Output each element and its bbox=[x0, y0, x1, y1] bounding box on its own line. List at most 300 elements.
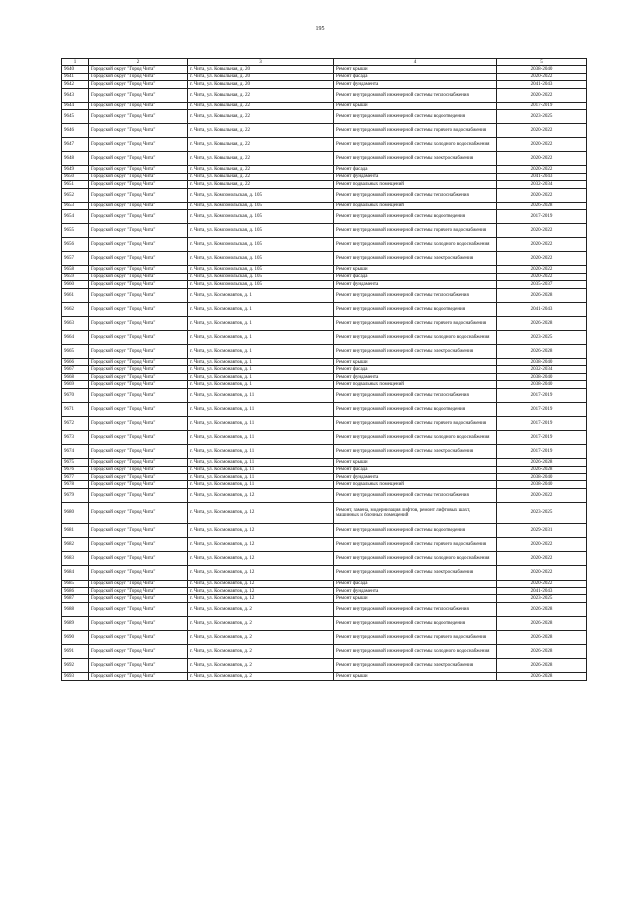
cell-address: г. Чита, ул. Космонавтов, д. 1 bbox=[188, 330, 334, 344]
cell-work-type: Ремонт фундамента bbox=[334, 473, 497, 480]
table-row bbox=[62, 66, 587, 73]
cell-municipality: Городской округ "Город Чита" bbox=[89, 181, 188, 188]
repair-schedule-table bbox=[61, 58, 587, 681]
cell-municipality: Городской округ "Город Чита" bbox=[89, 416, 188, 430]
table-header bbox=[62, 59, 587, 66]
table-row bbox=[62, 445, 587, 459]
cell-address: г. Чита, ул. Космонавтов, д. 1 bbox=[188, 288, 334, 302]
cell-number: 9645 bbox=[62, 110, 89, 124]
cell-address: г. Чита, ул. Космонавтов, д. 1 bbox=[188, 302, 334, 316]
cell-municipality: Городской округ "Город Чита" bbox=[89, 595, 188, 602]
cell-number: 9653 bbox=[62, 202, 89, 209]
cell-municipality: Городской округ "Город Чита" bbox=[89, 288, 188, 302]
cell-municipality: Городской округ "Город Чита" bbox=[89, 673, 188, 680]
cell-municipality: Городской округ "Город Чита" bbox=[89, 210, 188, 224]
cell-work-type: Ремонт внутридомовой инженерной системы водоотведения bbox=[334, 524, 497, 538]
table-row bbox=[62, 388, 587, 402]
cell-work-type: Ремонт крыши bbox=[334, 459, 497, 466]
table-row bbox=[62, 124, 587, 138]
cell-municipality: Городской округ "Город Чита" bbox=[89, 587, 188, 594]
cell-address: г. Чита, ул. Космонавтов, д. 1 bbox=[188, 381, 334, 388]
cell-address: г. Чита, ул. Космонавтов, д. 12 bbox=[188, 538, 334, 552]
cell-number: 9654 bbox=[62, 210, 89, 224]
cell-period: 2026-2028 bbox=[497, 288, 587, 302]
cell-period: 2038-2040 bbox=[497, 473, 587, 480]
cell-number: 9652 bbox=[62, 188, 89, 202]
cell-work-type: Ремонт крыши bbox=[334, 673, 497, 680]
cell-period: 2020-2022 bbox=[497, 273, 587, 280]
cell-period: 2020-2022 bbox=[497, 166, 587, 173]
cell-period: 2041-2043 bbox=[497, 81, 587, 88]
cell-address: г. Чита, ул. Ковыльная, д. 22 bbox=[188, 173, 334, 180]
column-header-number: 1 bbox=[62, 59, 89, 66]
cell-municipality: Городской округ "Город Чита" bbox=[89, 359, 188, 366]
table-row bbox=[62, 252, 587, 266]
cell-municipality: Городской округ "Город Чита" bbox=[89, 124, 188, 138]
cell-municipality: Городской округ "Город Чита" bbox=[89, 273, 188, 280]
cell-address: г. Чита, ул. Ковыльная, д. 22 bbox=[188, 181, 334, 188]
cell-work-type: Ремонт внутридомовой инженерной системы водоотведения bbox=[334, 210, 497, 224]
cell-period: 2026-2028 bbox=[497, 659, 587, 673]
cell-number: 9656 bbox=[62, 238, 89, 252]
cell-address: г. Чита, ул. Космонавтов, д. 12 bbox=[188, 552, 334, 566]
cell-address: г. Чита, ул. Космонавтов, д. 2 bbox=[188, 630, 334, 644]
table-row bbox=[62, 345, 587, 359]
table-row bbox=[62, 488, 587, 502]
cell-number: 9677 bbox=[62, 473, 89, 480]
cell-work-type: Ремонт внутридомовой инженерной системы холодного водоснабжения bbox=[334, 138, 497, 152]
cell-work-type: Ремонт фасада bbox=[334, 73, 497, 80]
cell-number: 9670 bbox=[62, 388, 89, 402]
cell-address: г. Чита, ул. Космонавтов, д. 12 bbox=[188, 580, 334, 587]
cell-address: г. Чита, ул. Космонавтов, д. 12 bbox=[188, 488, 334, 502]
cell-number: 9661 bbox=[62, 288, 89, 302]
table-row bbox=[62, 181, 587, 188]
cell-address: г. Чита, ул. Космонавтов, д. 11 bbox=[188, 445, 334, 459]
cell-number: 9672 bbox=[62, 416, 89, 430]
table-row bbox=[62, 373, 587, 380]
cell-address: г. Чита, ул. Космонавтов, д. 11 bbox=[188, 459, 334, 466]
cell-municipality: Городской округ "Город Чита" bbox=[89, 152, 188, 166]
cell-work-type: Ремонт внутридомовой инженерной системы горячего водоснабжения bbox=[334, 630, 497, 644]
cell-work-type: Ремонт внутридомовой инженерной системы холодного водоснабжения bbox=[334, 552, 497, 566]
cell-address: г. Чита, ул. Ковыльная, д. 20 bbox=[188, 73, 334, 80]
table-row bbox=[62, 630, 587, 644]
cell-number: 9674 bbox=[62, 445, 89, 459]
cell-address: г. Чита, ул. Космонавтов, д. 2 bbox=[188, 659, 334, 673]
cell-number: 9648 bbox=[62, 152, 89, 166]
cell-number: 9685 bbox=[62, 580, 89, 587]
table-row bbox=[62, 402, 587, 416]
cell-work-type: Ремонт внутридомовой инженерной системы теплоснабжения bbox=[334, 602, 497, 616]
table-row bbox=[62, 102, 587, 109]
cell-work-type: Ремонт фундамента bbox=[334, 81, 497, 88]
cell-number: 9682 bbox=[62, 538, 89, 552]
cell-address: г. Чита, ул. Космонавтов, д. 2 bbox=[188, 645, 334, 659]
cell-municipality: Городской округ "Город Чита" bbox=[89, 102, 188, 109]
cell-municipality: Городской округ "Город Чита" bbox=[89, 502, 188, 523]
cell-address: г. Чита, ул. Ковыльная, д. 22 bbox=[188, 138, 334, 152]
cell-municipality: Городской округ "Город Чита" bbox=[89, 445, 188, 459]
cell-number: 9680 bbox=[62, 502, 89, 523]
cell-address: г. Чита, ул. Комсомольская, д. 105 bbox=[188, 252, 334, 266]
cell-municipality: Городской округ "Город Чита" bbox=[89, 166, 188, 173]
cell-period: 2020-2022 bbox=[497, 566, 587, 580]
cell-period: 2035-2037 bbox=[497, 281, 587, 288]
cell-address: г. Чита, ул. Космонавтов, д. 1 bbox=[188, 373, 334, 380]
table-row bbox=[62, 238, 587, 252]
table-row bbox=[62, 616, 587, 630]
cell-address: г. Чита, ул. Космонавтов, д. 2 bbox=[188, 602, 334, 616]
cell-work-type: Ремонт внутридомовой инженерной системы водоотведения bbox=[334, 402, 497, 416]
cell-number: 9667 bbox=[62, 366, 89, 373]
cell-number: 9655 bbox=[62, 224, 89, 238]
table-row bbox=[62, 502, 587, 523]
cell-period: 2017-2019 bbox=[497, 102, 587, 109]
cell-work-type: Ремонт внутридомовой инженерной системы горячего водоснабжения bbox=[334, 124, 497, 138]
cell-municipality: Городской округ "Город Чита" bbox=[89, 381, 188, 388]
cell-period: 2026-2028 bbox=[497, 459, 587, 466]
table-row bbox=[62, 587, 587, 594]
table-row bbox=[62, 110, 587, 124]
cell-municipality: Городской округ "Город Чита" bbox=[89, 281, 188, 288]
cell-municipality: Городской округ "Город Чита" bbox=[89, 110, 188, 124]
cell-period: 2038-2040 bbox=[497, 373, 587, 380]
cell-period: 2026-2028 bbox=[497, 645, 587, 659]
table-row bbox=[62, 266, 587, 273]
table-row bbox=[62, 473, 587, 480]
cell-work-type: Ремонт, замена, модернизация лифтов, ремонт лифтовых шахт, машинных и блочных помещений bbox=[334, 502, 497, 523]
cell-number: 9664 bbox=[62, 330, 89, 344]
table-row bbox=[62, 595, 587, 602]
cell-work-type: Ремонт фасада bbox=[334, 466, 497, 473]
cell-work-type: Ремонт внутридомовой инженерной системы горячего водоснабжения bbox=[334, 224, 497, 238]
cell-work-type: Ремонт внутридомовой инженерной системы водоотведения bbox=[334, 110, 497, 124]
cell-period: 2017-2019 bbox=[497, 210, 587, 224]
cell-work-type: Ремонт внутридомовой инженерной системы теплоснабжения bbox=[334, 88, 497, 102]
cell-municipality: Городской округ "Город Чита" bbox=[89, 524, 188, 538]
cell-period: 2020-2022 bbox=[497, 238, 587, 252]
cell-municipality: Городской округ "Город Чита" bbox=[89, 430, 188, 444]
cell-municipality: Городской округ "Город Чита" bbox=[89, 138, 188, 152]
cell-number: 9691 bbox=[62, 645, 89, 659]
cell-period: 2038-2040 bbox=[497, 481, 587, 488]
cell-period: 2026-2028 bbox=[497, 673, 587, 680]
cell-municipality: Городской округ "Город Чита" bbox=[89, 173, 188, 180]
cell-municipality: Городской округ "Город Чита" bbox=[89, 366, 188, 373]
cell-work-type: Ремонт внутридомовой инженерной системы горячего водоснабжения bbox=[334, 538, 497, 552]
cell-number: 9679 bbox=[62, 488, 89, 502]
cell-period: 2020-2022 bbox=[497, 580, 587, 587]
table-row bbox=[62, 273, 587, 280]
cell-number: 9640 bbox=[62, 66, 89, 73]
cell-address: г. Чита, ул. Ковыльная, д. 22 bbox=[188, 124, 334, 138]
cell-municipality: Городской округ "Город Чита" bbox=[89, 552, 188, 566]
cell-number: 9692 bbox=[62, 659, 89, 673]
cell-period: 2041-2043 bbox=[497, 173, 587, 180]
table-row bbox=[62, 210, 587, 224]
cell-work-type: Ремонт внутридомовой инженерной системы электроснабжения bbox=[334, 445, 497, 459]
table-row bbox=[62, 88, 587, 102]
table-row bbox=[62, 459, 587, 466]
table-row bbox=[62, 359, 587, 366]
cell-work-type: Ремонт внутридомовой инженерной системы электроснабжения bbox=[334, 152, 497, 166]
table-row bbox=[62, 302, 587, 316]
cell-municipality: Городской округ "Город Чита" bbox=[89, 81, 188, 88]
cell-number: 9683 bbox=[62, 552, 89, 566]
cell-work-type: Ремонт фасада bbox=[334, 166, 497, 173]
cell-work-type: Ремонт внутридомовой инженерной системы электроснабжения bbox=[334, 566, 497, 580]
cell-address: г. Чита, ул. Космонавтов, д. 11 bbox=[188, 466, 334, 473]
cell-address: г. Чита, ул. Космонавтов, д. 1 bbox=[188, 316, 334, 330]
cell-work-type: Ремонт внутридомовой инженерной системы водоотведения bbox=[334, 616, 497, 630]
cell-period: 2029-2031 bbox=[497, 524, 587, 538]
cell-municipality: Городской округ "Город Чита" bbox=[89, 473, 188, 480]
table-row bbox=[62, 566, 587, 580]
cell-work-type: Ремонт подвальных помещений bbox=[334, 181, 497, 188]
cell-work-type: Ремонт внутридомовой инженерной системы холодного водоснабжения bbox=[334, 430, 497, 444]
cell-address: г. Чита, ул. Ковыльная, д. 20 bbox=[188, 81, 334, 88]
cell-period: 2020-2022 bbox=[497, 538, 587, 552]
table-row bbox=[62, 552, 587, 566]
table-row bbox=[62, 330, 587, 344]
column-header-period: 5 bbox=[497, 59, 587, 66]
table-row bbox=[62, 152, 587, 166]
cell-municipality: Городской округ "Город Чита" bbox=[89, 224, 188, 238]
cell-number: 9641 bbox=[62, 73, 89, 80]
cell-work-type: Ремонт фасада bbox=[334, 366, 497, 373]
cell-work-type: Ремонт крыши bbox=[334, 595, 497, 602]
cell-work-type: Ремонт крыши bbox=[334, 66, 497, 73]
cell-number: 9660 bbox=[62, 281, 89, 288]
cell-period: 2020-2022 bbox=[497, 88, 587, 102]
cell-period: 2041-2043 bbox=[497, 302, 587, 316]
cell-number: 9678 bbox=[62, 481, 89, 488]
cell-address: г. Чита, ул. Комсомольская, д. 105 bbox=[188, 210, 334, 224]
cell-work-type: Ремонт внутридомовой инженерной системы электроснабжения bbox=[334, 659, 497, 673]
table-row bbox=[62, 381, 587, 388]
cell-address: г. Чита, ул. Комсомольская, д. 105 bbox=[188, 188, 334, 202]
cell-period: 2038-2040 bbox=[497, 381, 587, 388]
cell-number: 9663 bbox=[62, 316, 89, 330]
cell-work-type: Ремонт внутридомовой инженерной системы холодного водоснабжения bbox=[334, 330, 497, 344]
cell-work-type: Ремонт фундамента bbox=[334, 587, 497, 594]
cell-address: г. Чита, ул. Комсомольская, д. 105 bbox=[188, 238, 334, 252]
cell-number: 9650 bbox=[62, 173, 89, 180]
cell-number: 9676 bbox=[62, 466, 89, 473]
cell-work-type: Ремонт внутридомовой инженерной системы теплоснабжения bbox=[334, 288, 497, 302]
table-row bbox=[62, 73, 587, 80]
cell-number: 9693 bbox=[62, 673, 89, 680]
cell-work-type: Ремонт фасада bbox=[334, 273, 497, 280]
cell-address: г. Чита, ул. Космонавтов, д. 12 bbox=[188, 595, 334, 602]
cell-period: 2017-2019 bbox=[497, 445, 587, 459]
cell-address: г. Чита, ул. Комсомольская, д. 105 bbox=[188, 266, 334, 273]
cell-period: 2020-2022 bbox=[497, 266, 587, 273]
cell-municipality: Городской округ "Город Чита" bbox=[89, 466, 188, 473]
table-row bbox=[62, 202, 587, 209]
cell-period: 2023-2025 bbox=[497, 330, 587, 344]
cell-address: г. Чита, ул. Космонавтов, д. 12 bbox=[188, 502, 334, 523]
cell-municipality: Городской округ "Город Чита" bbox=[89, 659, 188, 673]
cell-municipality: Городской округ "Город Чита" bbox=[89, 481, 188, 488]
cell-work-type: Ремонт крыши bbox=[334, 102, 497, 109]
cell-address: г. Чита, ул. Космонавтов, д. 11 bbox=[188, 388, 334, 402]
cell-work-type: Ремонт внутридомовой инженерной системы теплоснабжения bbox=[334, 488, 497, 502]
cell-work-type: Ремонт крыши bbox=[334, 266, 497, 273]
table-row bbox=[62, 316, 587, 330]
column-header-work-type: 4 bbox=[334, 59, 497, 66]
cell-period: 2032-2034 bbox=[497, 181, 587, 188]
cell-period: 2026-2028 bbox=[497, 616, 587, 630]
cell-period: 2023-2025 bbox=[497, 502, 587, 523]
table-row bbox=[62, 81, 587, 88]
cell-address: г. Чита, ул. Комсомольская, д. 105 bbox=[188, 273, 334, 280]
cell-address: г. Чита, ул. Космонавтов, д. 11 bbox=[188, 416, 334, 430]
cell-address: г. Чита, ул. Ковыльная, д. 20 bbox=[188, 66, 334, 73]
cell-municipality: Городской округ "Город Чита" bbox=[89, 459, 188, 466]
cell-period: 2038-2040 bbox=[497, 359, 587, 366]
cell-work-type: Ремонт внутридомовой инженерной системы электроснабжения bbox=[334, 345, 497, 359]
cell-municipality: Городской округ "Город Чита" bbox=[89, 188, 188, 202]
cell-period: 2020-2022 bbox=[497, 124, 587, 138]
cell-number: 9673 bbox=[62, 430, 89, 444]
cell-work-type: Ремонт внутридомовой инженерной системы водоотведения bbox=[334, 302, 497, 316]
table-row bbox=[62, 173, 587, 180]
cell-number: 9689 bbox=[62, 616, 89, 630]
table-row bbox=[62, 659, 587, 673]
cell-number: 9687 bbox=[62, 595, 89, 602]
cell-period: 2026-2028 bbox=[497, 466, 587, 473]
cell-address: г. Чита, ул. Космонавтов, д. 2 bbox=[188, 673, 334, 680]
cell-number: 9668 bbox=[62, 373, 89, 380]
cell-period: 2020-2022 bbox=[497, 152, 587, 166]
cell-work-type: Ремонт внутридомовой инженерной системы теплоснабжения bbox=[334, 188, 497, 202]
cell-number: 9669 bbox=[62, 381, 89, 388]
cell-number: 9666 bbox=[62, 359, 89, 366]
cell-work-type: Ремонт внутридомовой инженерной системы горячего водоснабжения bbox=[334, 416, 497, 430]
cell-number: 9644 bbox=[62, 102, 89, 109]
cell-municipality: Городской округ "Город Чита" bbox=[89, 266, 188, 273]
cell-number: 9681 bbox=[62, 524, 89, 538]
cell-number: 9646 bbox=[62, 124, 89, 138]
cell-work-type: Ремонт фундамента bbox=[334, 281, 497, 288]
cell-municipality: Городской округ "Город Чита" bbox=[89, 373, 188, 380]
cell-period: 2026-2028 bbox=[497, 316, 587, 330]
table-row bbox=[62, 166, 587, 173]
cell-address: г. Чита, ул. Космонавтов, д. 1 bbox=[188, 366, 334, 373]
cell-work-type: Ремонт подвальных помещений bbox=[334, 381, 497, 388]
cell-address: г. Чита, ул. Космонавтов, д. 12 bbox=[188, 524, 334, 538]
cell-address: г. Чита, ул. Ковыльная, д. 22 bbox=[188, 110, 334, 124]
cell-address: г. Чита, ул. Комсомольская, д. 105 bbox=[188, 224, 334, 238]
cell-period: 2026-2028 bbox=[497, 630, 587, 644]
table-row bbox=[62, 224, 587, 238]
table-row bbox=[62, 524, 587, 538]
cell-address: г. Чита, ул. Ковыльная, д. 22 bbox=[188, 102, 334, 109]
cell-number: 9643 bbox=[62, 88, 89, 102]
table-row bbox=[62, 466, 587, 473]
cell-address: г. Чита, ул. Космонавтов, д. 2 bbox=[188, 616, 334, 630]
table-row bbox=[62, 580, 587, 587]
cell-municipality: Городской округ "Город Чита" bbox=[89, 602, 188, 616]
cell-period: 2023-2025 bbox=[497, 110, 587, 124]
cell-municipality: Городской округ "Город Чита" bbox=[89, 580, 188, 587]
table-row bbox=[62, 416, 587, 430]
cell-address: г. Чита, ул. Космонавтов, д. 1 bbox=[188, 359, 334, 366]
cell-period: 2017-2019 bbox=[497, 416, 587, 430]
cell-period: 2026-2028 bbox=[497, 202, 587, 209]
column-header-municipality: 2 bbox=[89, 59, 188, 66]
cell-address: г. Чита, ул. Ковыльная, д. 22 bbox=[188, 152, 334, 166]
cell-number: 9686 bbox=[62, 587, 89, 594]
cell-work-type: Ремонт внутридомовой инженерной системы холодного водоснабжения bbox=[334, 645, 497, 659]
cell-period: 2020-2022 bbox=[497, 488, 587, 502]
cell-address: г. Чита, ул. Ковыльная, д. 22 bbox=[188, 166, 334, 173]
cell-municipality: Городской округ "Город Чита" bbox=[89, 388, 188, 402]
table-row bbox=[62, 138, 587, 152]
cell-period: 2041-2043 bbox=[497, 587, 587, 594]
cell-municipality: Городской округ "Город Чита" bbox=[89, 252, 188, 266]
cell-municipality: Городской округ "Город Чита" bbox=[89, 538, 188, 552]
cell-work-type: Ремонт внутридомовой инженерной системы теплоснабжения bbox=[334, 388, 497, 402]
cell-period: 2017-2019 bbox=[497, 388, 587, 402]
cell-period: 2026-2028 bbox=[497, 345, 587, 359]
cell-work-type: Ремонт фасада bbox=[334, 580, 497, 587]
cell-municipality: Городской округ "Город Чита" bbox=[89, 302, 188, 316]
cell-period: 2020-2022 bbox=[497, 188, 587, 202]
cell-number: 9688 bbox=[62, 602, 89, 616]
cell-period: 2020-2022 bbox=[497, 552, 587, 566]
cell-municipality: Городской округ "Город Чита" bbox=[89, 645, 188, 659]
column-header-address: 3 bbox=[188, 59, 334, 66]
table-row bbox=[62, 481, 587, 488]
table-row bbox=[62, 288, 587, 302]
cell-address: г. Чита, ул. Комсомольская, д. 105 bbox=[188, 202, 334, 209]
table-row bbox=[62, 602, 587, 616]
cell-work-type: Ремонт подвальных помещений bbox=[334, 202, 497, 209]
table-row bbox=[62, 366, 587, 373]
cell-address: г. Чита, ул. Космонавтов, д. 11 bbox=[188, 481, 334, 488]
cell-period: 2026-2028 bbox=[497, 602, 587, 616]
cell-municipality: Городской округ "Город Чита" bbox=[89, 202, 188, 209]
table-row bbox=[62, 645, 587, 659]
table-row bbox=[62, 673, 587, 680]
cell-address: г. Чита, ул. Космонавтов, д. 11 bbox=[188, 402, 334, 416]
cell-municipality: Городской округ "Город Чита" bbox=[89, 330, 188, 344]
cell-period: 2038-2040 bbox=[497, 66, 587, 73]
cell-address: г. Чита, ул. Космонавтов, д. 1 bbox=[188, 345, 334, 359]
cell-work-type: Ремонт крыши bbox=[334, 359, 497, 366]
cell-period: 2020-2022 bbox=[497, 73, 587, 80]
cell-municipality: Городской округ "Город Чита" bbox=[89, 238, 188, 252]
cell-number: 9649 bbox=[62, 166, 89, 173]
cell-period: 2032-2034 bbox=[497, 366, 587, 373]
cell-municipality: Городской округ "Город Чита" bbox=[89, 630, 188, 644]
cell-municipality: Городской округ "Город Чита" bbox=[89, 345, 188, 359]
cell-municipality: Городской округ "Город Чита" bbox=[89, 73, 188, 80]
cell-municipality: Городской округ "Город Чита" bbox=[89, 88, 188, 102]
table-row bbox=[62, 538, 587, 552]
cell-municipality: Городской округ "Город Чита" bbox=[89, 316, 188, 330]
cell-number: 9642 bbox=[62, 81, 89, 88]
cell-period: 2017-2019 bbox=[497, 430, 587, 444]
cell-number: 9659 bbox=[62, 273, 89, 280]
cell-period: 2017-2019 bbox=[497, 402, 587, 416]
cell-municipality: Городской округ "Город Чита" bbox=[89, 566, 188, 580]
page-number: 195 bbox=[315, 26, 325, 32]
cell-period: 2020-2022 bbox=[497, 224, 587, 238]
